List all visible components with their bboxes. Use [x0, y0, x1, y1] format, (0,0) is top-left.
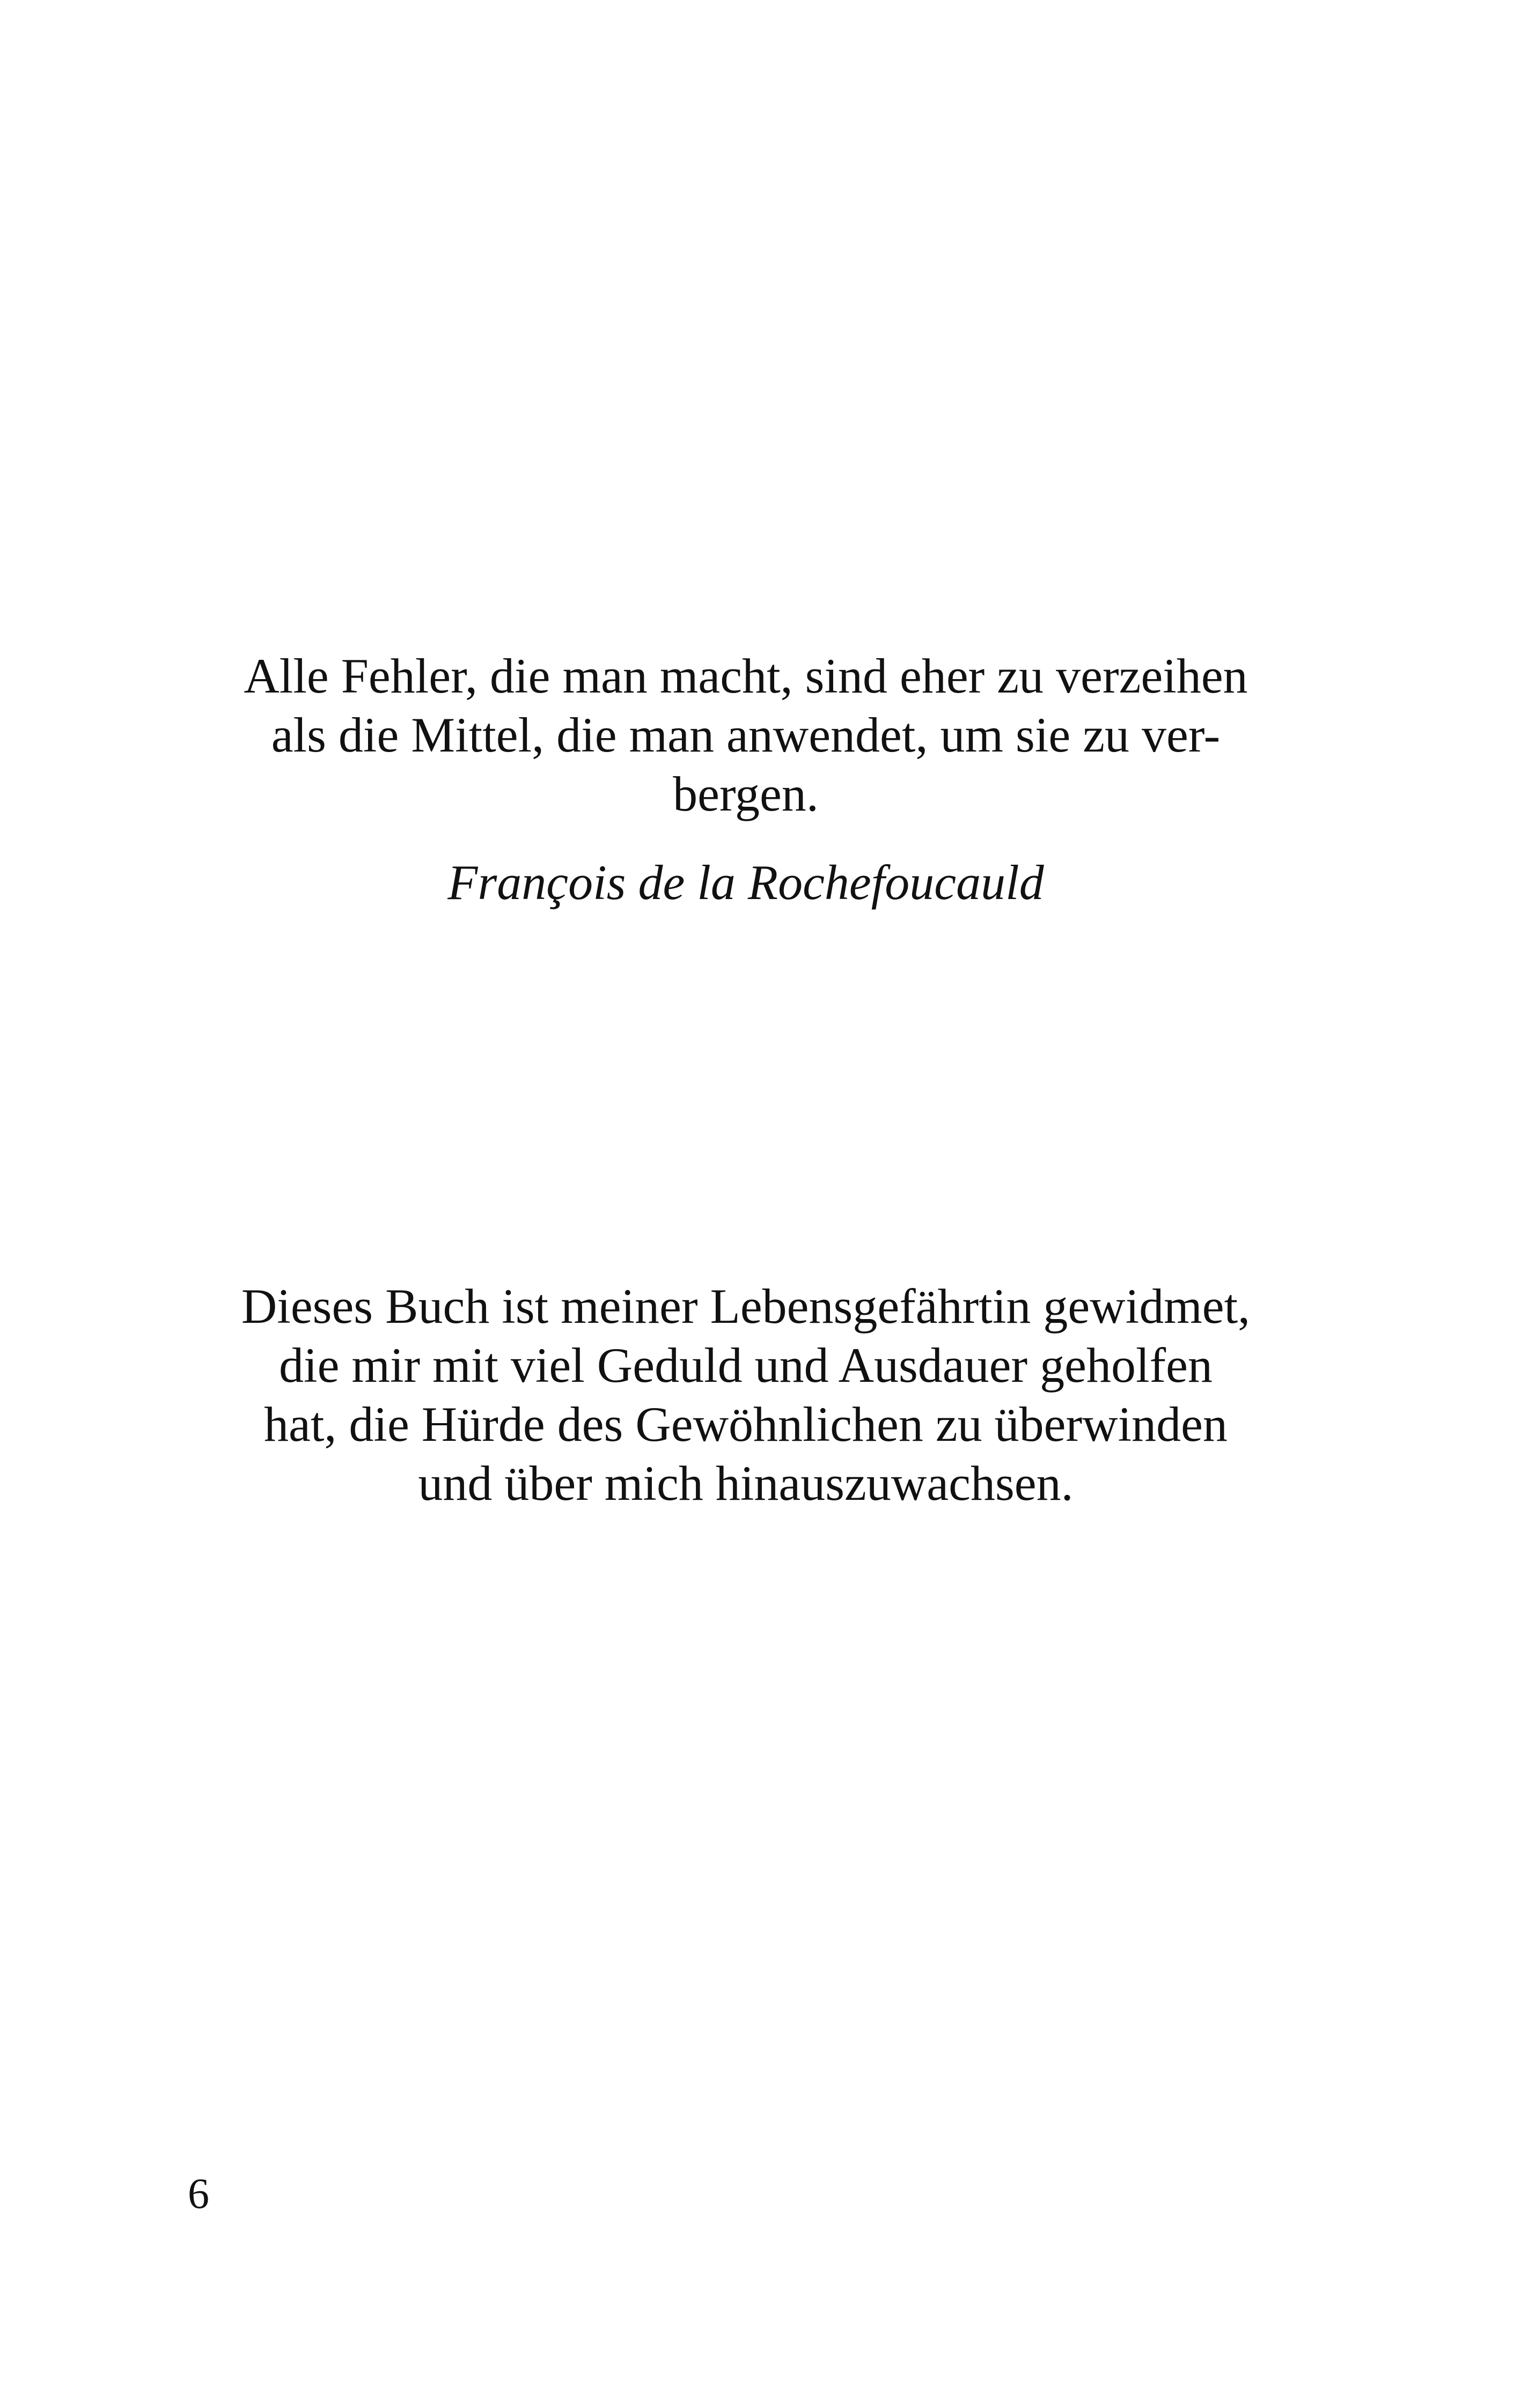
dedication	[161, 1277, 1331, 1513]
dedication-line: hat, die Hürde des Gewöhnlichen zu überwinden	[264, 1397, 1228, 1452]
epigraph-line: Alle Fehler, die man macht, sind eher zu verzeihen	[244, 649, 1248, 703]
epigraph-quote	[161, 646, 1331, 823]
dedication-line: und über mich hinauszuwachsen.	[418, 1456, 1074, 1511]
epigraph-author: François de la Rochefoucauld	[447, 855, 1044, 910]
page-number: 6	[188, 2170, 209, 2218]
dedication-line: Dieses Buch ist meiner Lebensgefährtin gewidmet,	[241, 1279, 1251, 1334]
dedication-line: die mir mit viel Geduld und Ausdauer geholfen	[279, 1338, 1213, 1393]
epigraph-line: bergen.	[673, 767, 819, 821]
epigraph-line: als die Mittel, die man anwendet, um sie zu ver-	[271, 708, 1221, 762]
